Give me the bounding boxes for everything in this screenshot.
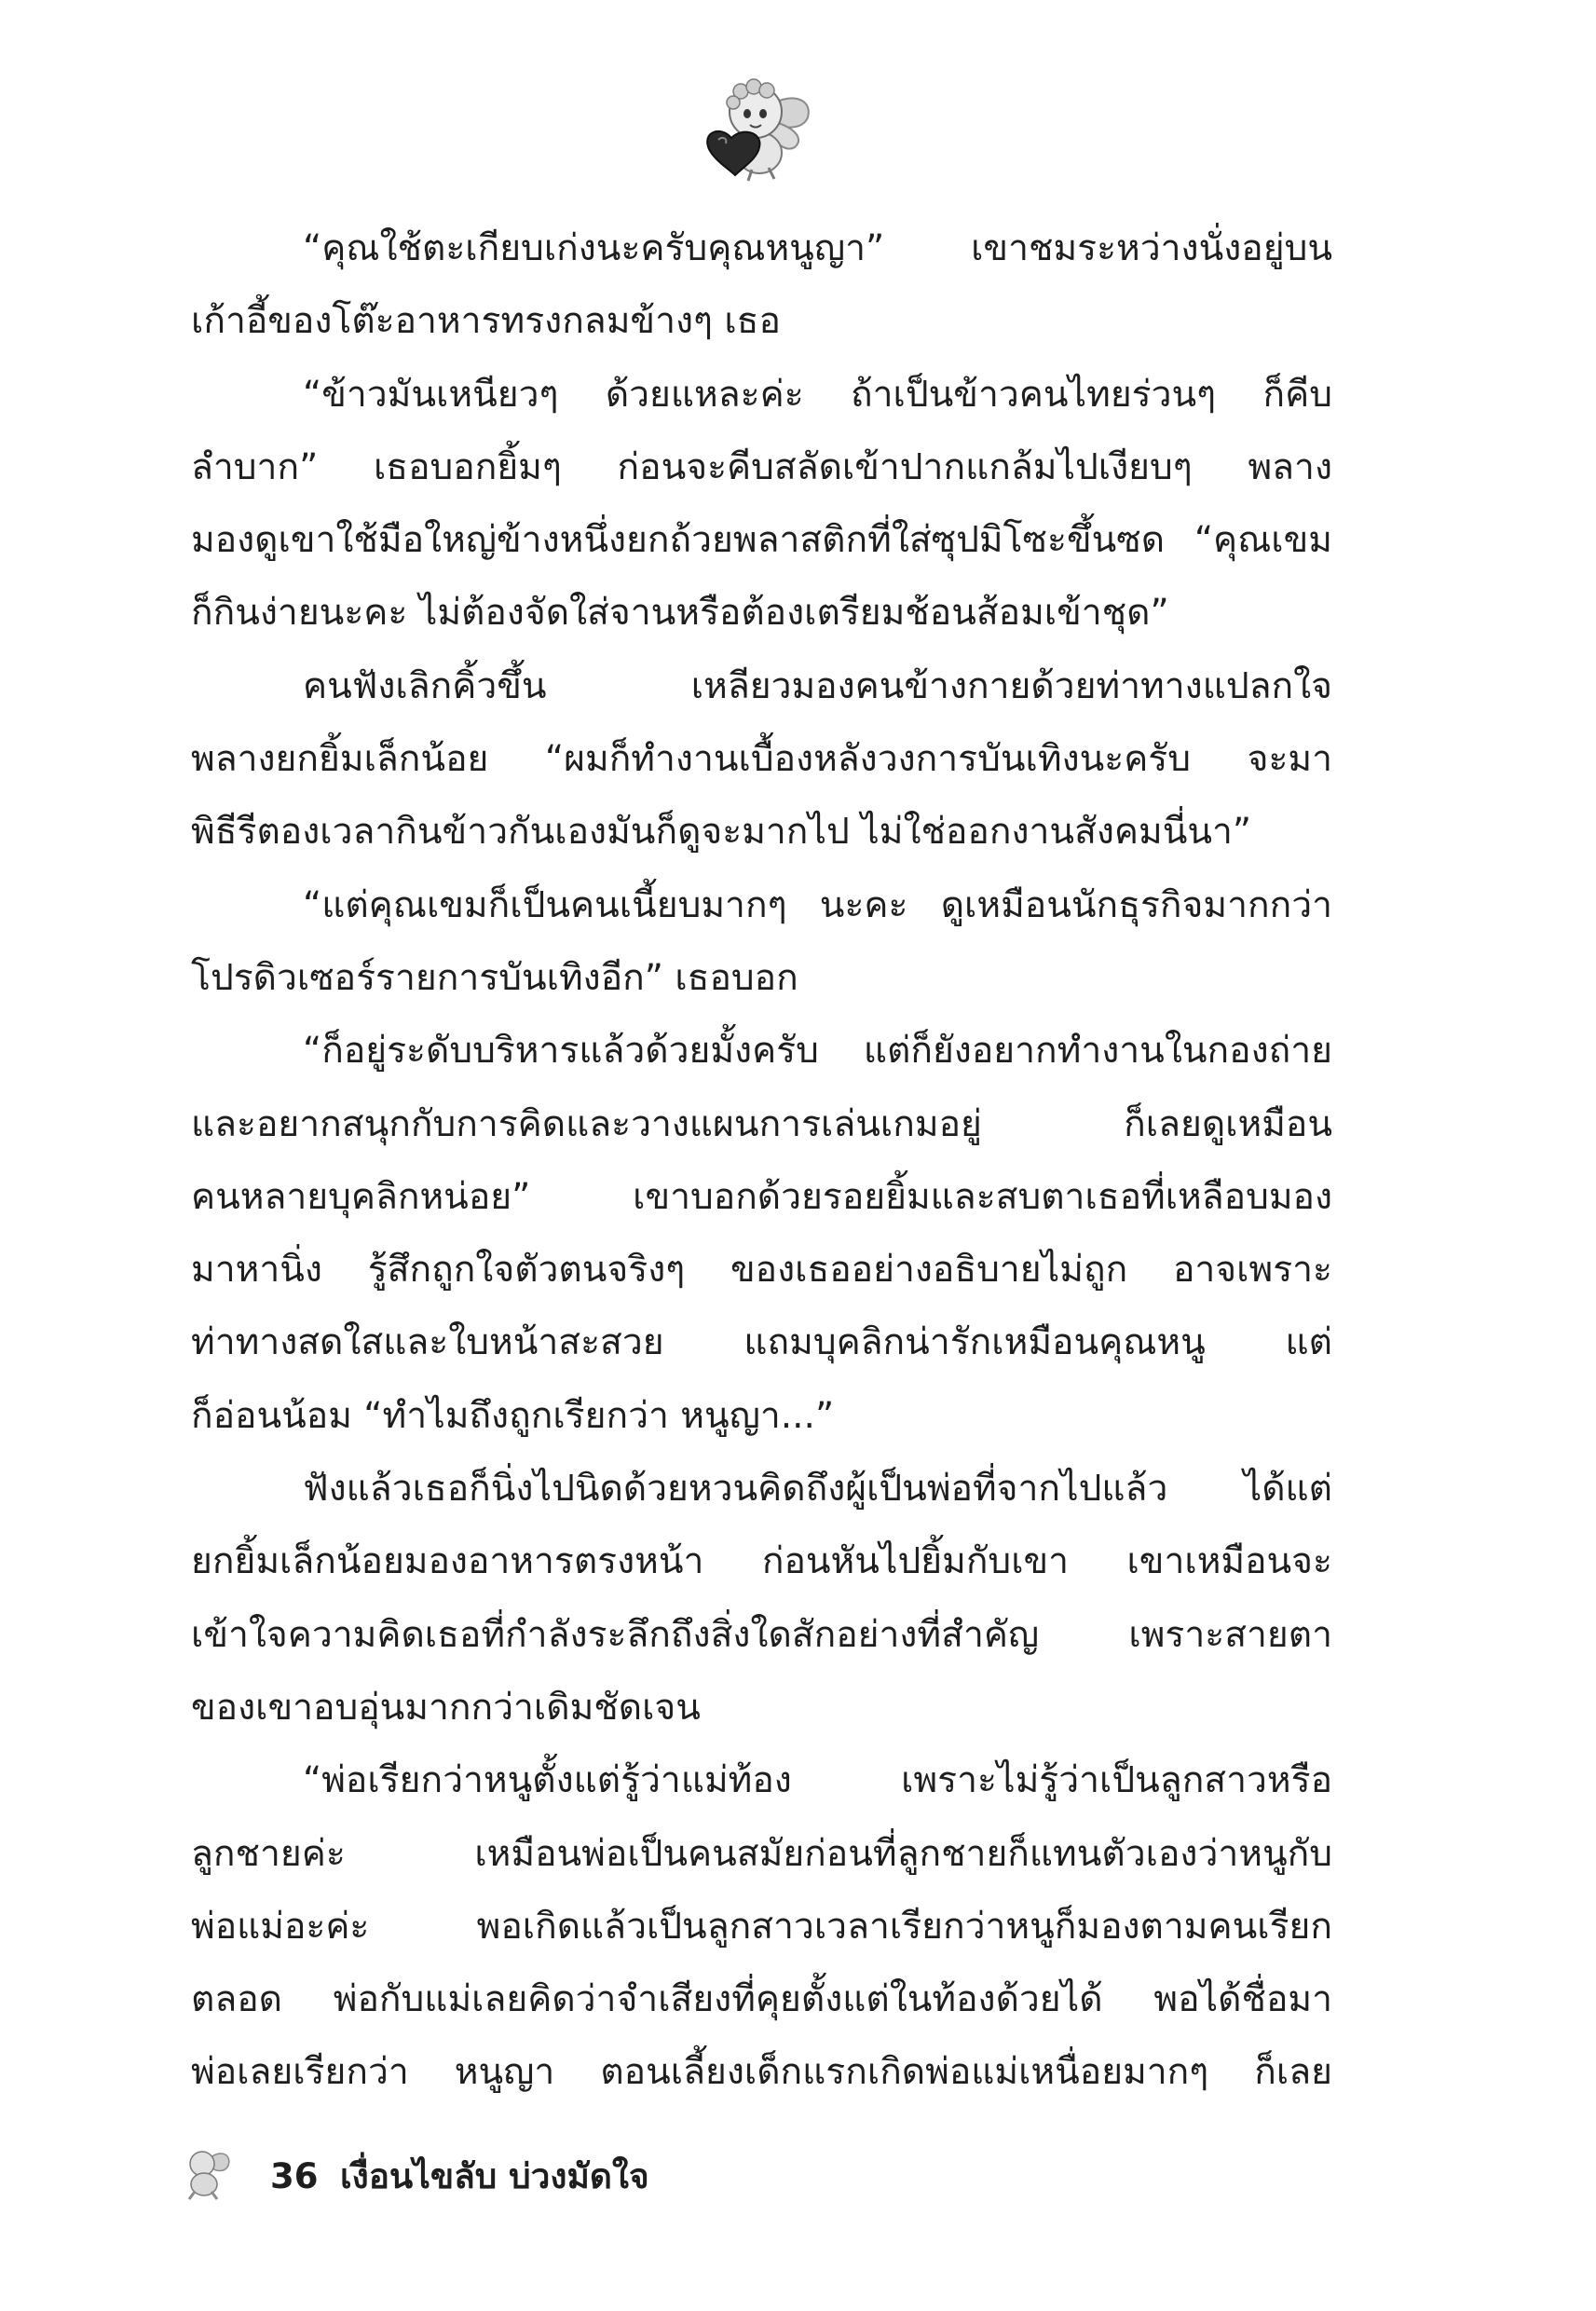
text-line: “แต่คุณเขมก็เป็นคนเนี้ยบมากๆ นะคะ ดูเหมือนนักธุรกิจมากกว่า	[303, 883, 1332, 926]
text-line: คนฟังเลิกคิ้วขึ้น เหลียวมองคนข้างกายด้วยท่าทางแปลกใจ	[303, 664, 1332, 707]
text-line: เข้าใจความคิดเธอที่กำลังระลึกถึงสิ่งใดสักอย่างที่สำคัญ เพราะสายตา	[191, 1613, 1332, 1656]
text-line: “ข้าวมันเหนียวๆ ด้วยแหละค่ะ ถ้าเป็นข้าวคนไทยร่วนๆ ก็คีบ	[303, 373, 1332, 416]
text-line: พลางยกยิ้มเล็กน้อย “ผมก็ทำงานเบื้องหลังวงการบันเทิงนะครับ จะมา	[191, 738, 1332, 781]
text-line: “ก็อยู่ระดับบริหารแล้วด้วยมั้งครับ แต่ก็ยังอยากทำงานในกองถ่าย	[303, 1030, 1332, 1073]
text-line: และอยากสนุกกับการคิดและวางแผนการเล่นเกมอยู่ ก็เลยดูเหมือน	[191, 1102, 1332, 1145]
text-line: ตลอด พ่อกับแม่เลยคิดว่าจำเสียงที่คุยตั้งแต่ในท้องด้วยได้ พอได้ชื่อมา	[191, 1978, 1332, 2021]
text-line: ของเขาอบอุ่นมากกว่าเดิมชัดเจน	[191, 1686, 701, 1729]
text-line: “คุณใช้ตะเกียบเก่งนะครับคุณหนูญา” เขาชมระหว่างนั่งอยู่บน	[303, 227, 1332, 269]
book-title: เงื่อนไขลับ บ่วงมัดใจ	[340, 2156, 649, 2196]
body-text	[191, 212, 1332, 2110]
text-line: ก็อ่อนน้อม “ทำไมถึงถูกเรียกว่า หนูญา...”	[191, 1394, 835, 1437]
text-line: ท่าทางสดใสและใบหน้าสะสวย แถมบุคลิกน่ารักเหมือนคุณหนู แต่	[191, 1321, 1332, 1364]
text-line: “พ่อเรียกว่าหนูตั้งแต่รู้ว่าแม่ท้อง เพราะไม่รู้ว่าเป็นลูกสาวหรือ	[303, 1759, 1332, 1802]
text-line: พ่อแม่อะค่ะ พอเกิดแล้วเป็นลูกสาวเวลาเรียกว่าหนูก็มองตามคนเรียก	[191, 1905, 1332, 1948]
text-line: โปรดิวเซอร์รายการบันเทิงอีก” เธอบอก	[191, 956, 798, 999]
text-line: ก็กินง่ายนะคะ ไม่ต้องจัดใส่จานหรือต้องเตรียมช้อนส้อมเข้าชุด”	[191, 592, 1169, 635]
text-line: ยกยิ้มเล็กน้อยมองอาหารตรงหน้า ก่อนหันไปยิ้มกับเขา เขาเหมือนจะ	[191, 1540, 1332, 1583]
text-line: ลำบาก” เธอบอกยิ้มๆ ก่อนจะคีบสลัดเข้าปากแกล้มไปเงียบๆ พลาง	[191, 445, 1332, 488]
text-line: มาหานิ่ง รู้สึกถูกใจตัวตนจริงๆ ของเธออย่างอธิบายไม่ถูก อาจเพราะ	[191, 1249, 1332, 1292]
text-line: พิธีรีตองเวลากินข้าวกันเองมันก็ดูจะมากไป ไม่ใช่ออกงานสังคมนี่นา”	[191, 811, 1252, 854]
text-line: พ่อเลยเรียกว่า หนูญา ตอนเลี้ยงเด็กแรกเกิดพ่อแม่เหนื่อยมากๆ ก็เลย	[191, 2051, 1332, 2094]
cupid-small-icon	[182, 2145, 234, 2201]
cupid-with-heart-icon	[694, 73, 820, 185]
page-footer	[182, 2145, 927, 2210]
text-line: ฟังแล้วเธอก็นิ่งไปนิดด้วยหวนคิดถึงผู้เป็นพ่อที่จากไปแล้ว ได้แต่	[303, 1468, 1332, 1511]
text-line: ลูกชายค่ะ เหมือนพ่อเป็นคนสมัยก่อนที่ลูกชายก็แทนตัวเองว่าหนูกับ	[191, 1832, 1332, 1875]
text-line: เก้าอี้ของโต๊ะอาหารทรงกลมข้างๆ เธอ	[191, 300, 781, 343]
text-line: มองดูเขาใช้มือใหญ่ข้างหนึ่งยกถ้วยพลาสติกที่ใส่ซุปมิโซะขึ้นซด “คุณเขม	[191, 519, 1332, 562]
text-line: คนหลายบุคลิกหน่อย” เขาบอกด้วยรอยยิ้มและสบตาเธอที่เหลือบมอง	[191, 1175, 1332, 1218]
page-number: 36	[270, 2156, 319, 2196]
